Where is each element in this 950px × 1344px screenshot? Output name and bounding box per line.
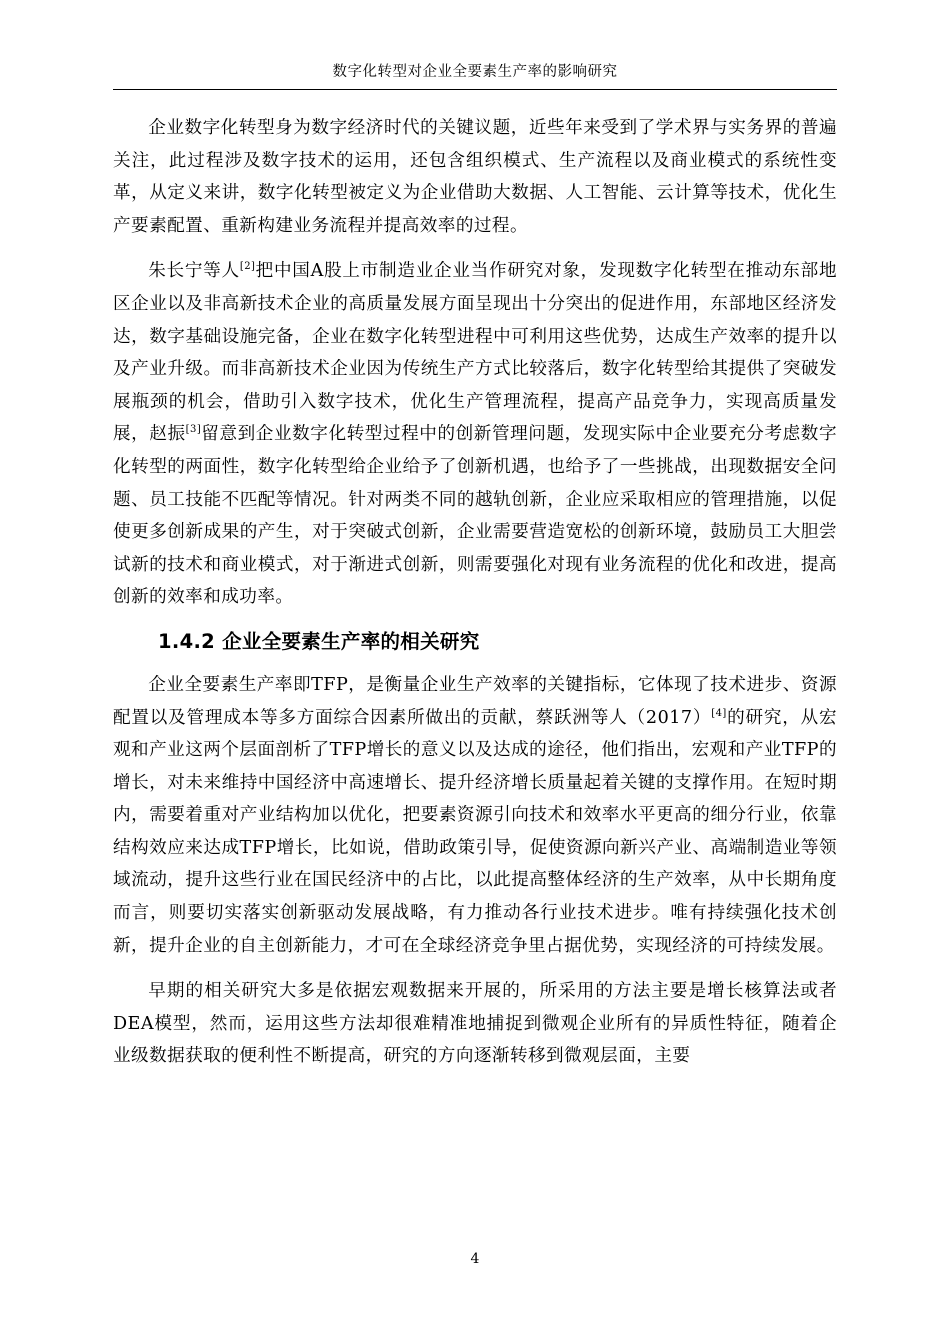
paragraph-text-segment: 企业全要素生产率即TFP，是衡量企业生产效率的关键指标，它体现了技术进步、资源配置以及管理成本等多方面综合因素所做出的贡献，蔡跃洲等人（2017） <box>113 674 837 728</box>
paragraph-early-research: 早期的相关研究大多是依据宏观数据来开展的，所采用的方法主要是增长核算法或者DEA模型，然而，运用这些方法却很难精准地捕捉到微观企业所有的异质性特征，随着企业级数据获取的便利性不断提高，研究的方向逐渐转移到微观层面，主要 <box>113 981 837 1067</box>
paragraph-tfp-definition <box>113 669 837 962</box>
paragraph-text-segment: 的研究，从宏观和产业这两个层面剖析了TFP增长的意义以及达成的途径，他们指出，宏观和产业TFP的增长，对未来维持中国经济中高速增长、提升经济增长质量起着关键的支撑作用。在短时期内，需要着重对产业结构加以优化，把要素资源引向技术和效率水平更高的细分行业，依靠结构效应来达成TFP增长，比如说，借助政策引导，促使资源向新兴产业、高端制造业等领域流动，提升这些行业在国民经济中的占比，以此提高整体经济的生产效率，从中长期角度而言，则要切实落实创新驱动发展战略，有力推动各行业技术进步。唯有持续强化技术创新，提升企业的自主创新能力，才可在全球经济竞争里占据优势，实现经济的可持续发展。 <box>113 707 838 956</box>
paragraph-text-segment: 朱长宁等人 <box>148 261 240 282</box>
paragraph-digital-transformation-definition: 企业数字化转型身为数字经济时代的关键议题，近些年来受到了学术界与实务界的普遍关注，此过程涉及数字技术的运用，还包含组织模式、生产流程以及商业模式的系统性变革，从定义来讲，数字化转型被定义为企业借助大数据、人工智能、云计算等技术，优化生产要素配置、重新构建业务流程并提高效率的过程。 <box>113 118 837 236</box>
paragraph-text-segment: 把中国A股上市制造业企业当作研究对象，发现数字化转型在推动东部地区企业以及非高新技术企业的高质量发展方面呈现出十分突出的促进作用，东部地区经济发达，数字基础设施完备，企业在数字化转型进程中可利用这些优势，达成生产效率的提升以及产业升级。而非高新技术企业因为传统生产方式比较落后，数字化转型给其提供了突破发展瓶颈的机会，借助引入数字技术，优化生产管理流程，提高产品竞争力，实现高质量发展，赵振 <box>113 261 837 445</box>
citation-ref: [2] <box>239 261 256 273</box>
citation-ref: [4] <box>711 707 727 719</box>
citation-ref: [3] <box>185 424 202 436</box>
section-heading: 1.4.2 企业全要素生产率的相关研究 <box>158 629 480 653</box>
page-number: 4 <box>470 1251 480 1267</box>
body-text <box>113 112 837 1086</box>
paragraph-text-segment: 留意到企业数字化转型过程中的创新管理问题，发现实际中企业要充分考虑数字化转型的两面性，数字化转型给企业给予了创新机遇，也给予了一些挑战，出现数据安全问题、员工技能不匹配等情况。针对两类不同的越轨创新，企业应采取相应的管理措施，以促使更多创新成果的产生，对于突破式创新，企业需要营造宽松的创新环境，鼓励员工大胆尝试新的技术和商业模式，对于渐进式创新，则需要强化对现有业务流程的优化和改进，提高创新的效率和成功率。 <box>113 424 837 608</box>
running-header: 数字化转型对企业全要素生产率的影响研究 <box>113 62 837 90</box>
paragraph-zhu-changning-study <box>113 255 837 614</box>
